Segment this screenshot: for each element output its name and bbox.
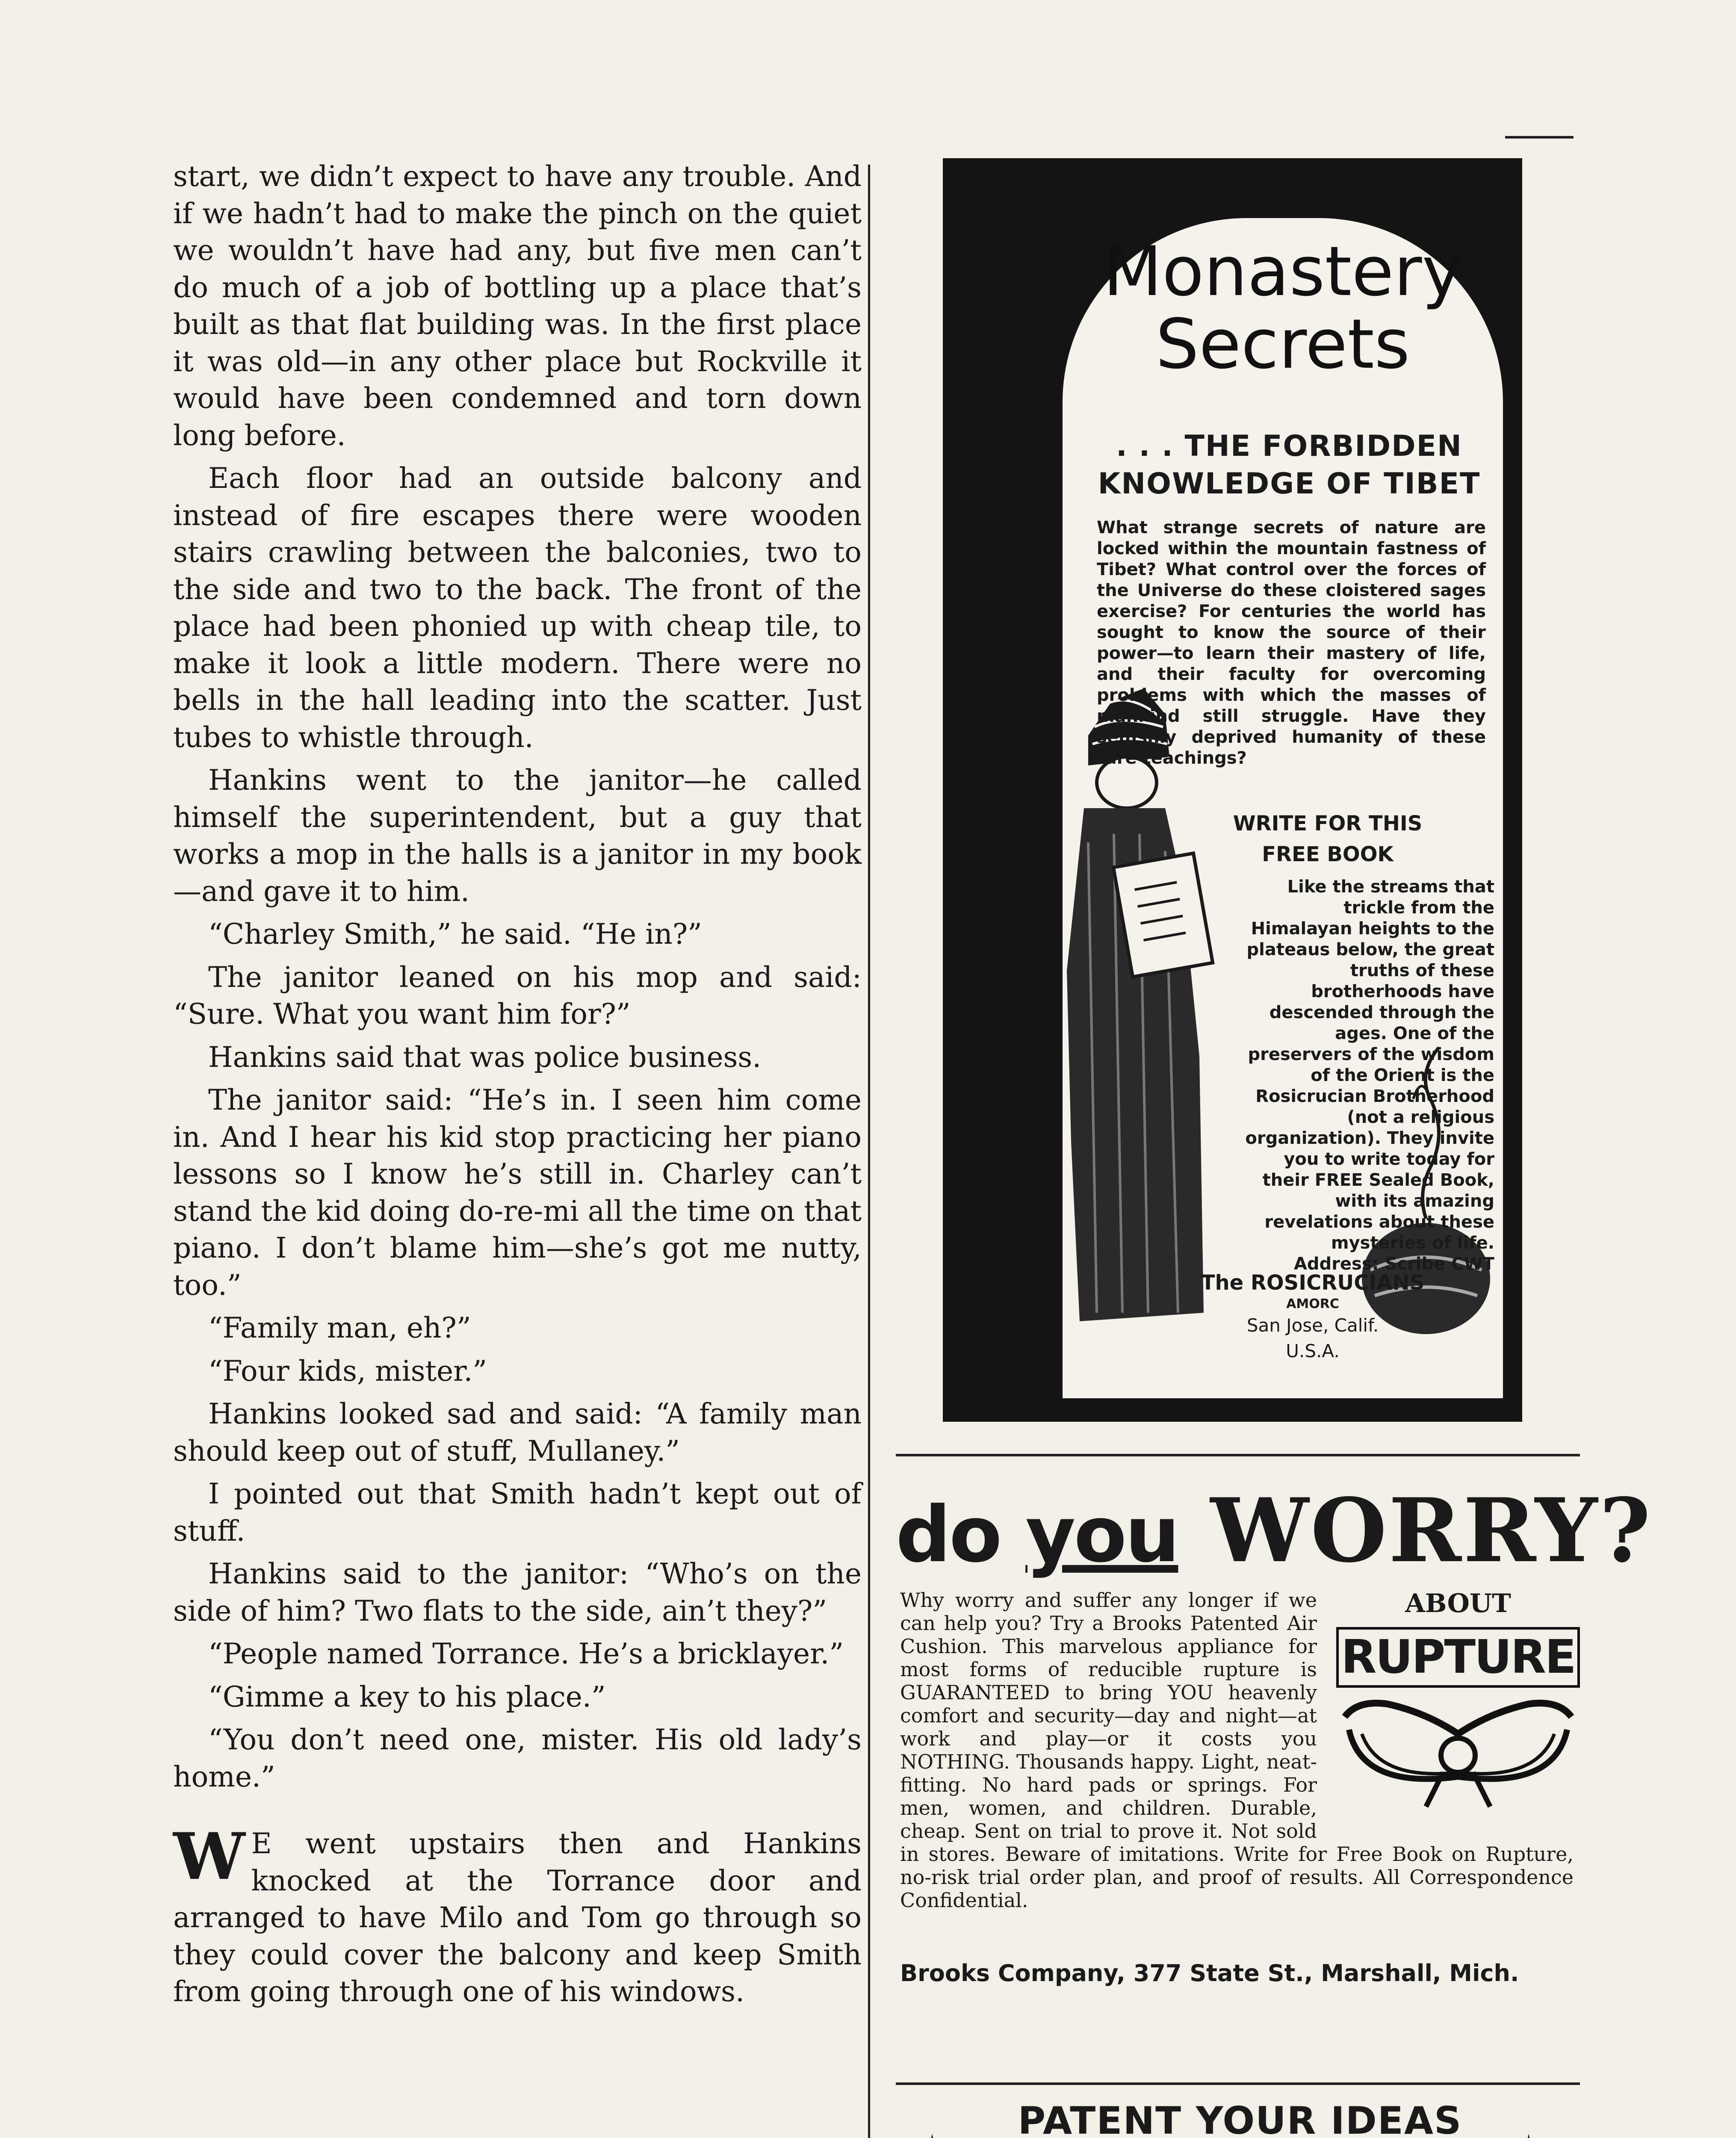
story-paragraph: Each floor had an outside balcony and instead of fire escapes there were wooden stairs crawling between the balconies, two to the side and two to the back. The front of the place had been phonied up with cheap tile, to make it look a little modern. There were no bells in the hall leading into the scatter. Just tubes to whistle through. [173, 462, 862, 754]
org-city: San Jose, Calif. [1246, 1315, 1379, 1336]
story-paragraph: “Charley Smith,” he said. “He in?” [208, 918, 702, 951]
rupture-body-text: Why worry and suffer any longer if we can help you? Try a Brooks Patented Air Cushion. This marvelous appliance for most forms of reducible rupture is GUARANTEED to bring YOU heavenly comfort and security—day and night—at work and play—or it costs you NOTHING. Thousands happy. Light, neat-fitting. No hard pads or springs. For men, women, and children. Durable, cheap. Sent on trial to prove it. Not sold in stores. Beware of imitations. Write for Free Book on Rupture, no-risk trial order plan, and proof of results. All Correspondence Confidential. [900, 1589, 1574, 1912]
ad-headline [1063, 231, 1503, 384]
monastery-secrets-ad [943, 158, 1522, 1422]
about-rupture-space [1330, 1589, 1574, 1819]
story-paragraph: “People named Torrance. He’s a bricklayer.” [208, 1637, 844, 1670]
story-paragraph: Hankins looked sad and said: “A family man should keep out of stuff, Mullaney.” [173, 1397, 862, 1468]
subhead-line-1: . . . THE FORBIDDEN [1116, 429, 1462, 463]
rupture-headline [896, 1479, 1653, 1582]
rupture-ad [896, 1479, 1653, 2074]
headline-line-2: Secrets [1155, 304, 1410, 384]
starburst-icon [1492, 2134, 1565, 2138]
write-line-1: WRITE FOR THIS [1233, 812, 1423, 836]
story-paragraph: Hankins said that was police business. [208, 1040, 762, 1074]
dropcap-paragraph-text: E went upstairs then and Hankins knocked at the Torrance door and arranged to have Milo and Tom go through so they could cover the balcony and keep Smith from going through one of his windows. [173, 1827, 862, 2008]
column-divider [868, 165, 870, 2138]
org-name: The ROSICRUCIANS [1201, 1271, 1425, 1295]
story-paragraph: “Four kids, mister.” [208, 1354, 487, 1388]
write-for-free-book [1225, 808, 1430, 870]
story-paragraph: start, we didn’t expect to have any trouble. And if we hadn’t had to make the pinch on the quiet we wouldn’t have had any, but five men can’t do much of a job of bottling up a place that’s built as that flat building was. In the first place it was old—in any other place but Rockville it would have been condemned and torn down long before. [173, 160, 862, 452]
ad-signature [1199, 1270, 1426, 1364]
story-paragraph: The janitor said: “He’s in. I seen him come in. And I hear his kid stop practicing her piano lessons so I know he’s still in. Charley can’t stand the kid doing do-re-mi all the time on that piano. I don’t blame him—she’s got me nutty, too.” [173, 1084, 862, 1302]
story-paragraph: Hankins said to the janitor: “Who’s on the side of him? Two flats to the side, ain’t they?” [173, 1557, 862, 1627]
headline-do: do [896, 1490, 1026, 1580]
org-country: U.S.A. [1286, 1341, 1340, 1361]
rupture-address: Brooks Company, 377 State St., Marshall, Mich. [900, 1960, 1519, 1987]
rupture-label: RUPTURE [1336, 1627, 1580, 1688]
subhead-line-2: KNOWLEDGE OF TIBET [1098, 467, 1481, 501]
story-dropcap-paragraph [173, 1819, 862, 2011]
about-label: ABOUT [1405, 1589, 1511, 1618]
story-paragraph: The janitor leaned on his mop and said: “Sure. What you want him for?” [173, 960, 862, 1031]
story-column [173, 158, 862, 2017]
story-paragraph: “You don’t need one, mister. His old lady’s home.” [173, 1723, 862, 1793]
story-paragraph: Hankins went to the janitor—he called himself the superintendent, but a guy that works a mop in the halls is a janitor in my book—and gave it to him. [173, 764, 862, 908]
story-paragraph: “Family man, eh?” [208, 1311, 471, 1344]
write-line-2: FREE BOOK [1262, 842, 1394, 866]
top-rule [1505, 136, 1574, 139]
ad-subhead [1084, 428, 1494, 503]
headline-line-1: Monastery [1103, 231, 1463, 311]
drop-cap: W [173, 1819, 245, 1894]
story-paragraph: I pointed out that Smith hadn’t kept out of stuff. [173, 1477, 862, 1547]
org-acronym: AMORC [1286, 1296, 1339, 1311]
ad-divider [896, 2082, 1580, 2085]
story-paragraph: “Gimme a key to his place.” [208, 1680, 606, 1713]
ad-body-offer: Like the streams that trickle from the Himalayan heights to the plateaus below, the great truths of these brotherhoods have descended through the ages. One of the preservers of the wisdom of the Orient is the Rosicrucian Brotherhood (not a religious organization). They invite you to write today for their FREE Sealed Book, with its amazing revelations about these mysteries of life. Address: Scribe CWT [1245, 877, 1494, 1274]
patent-title: PATENT YOUR IDEAS [1018, 2099, 1462, 2138]
rupture-body [900, 1589, 1574, 1912]
starburst-icon [896, 2134, 968, 2138]
ad-divider [896, 1454, 1580, 1456]
ad-body-intro: What strange secrets of nature are locked within the mountain fastness of Tibet? What control over the forces of the Universe do these cloistered sages exercise? For centuries the world has sought to know the source of their power—to learn their mastery of life, and their faculty for overcoming problems with which the masses of mankind still struggle. Have they selfishly deprived humanity of these rare teachings? [1097, 518, 1486, 768]
headline-worry: WORRY? [1178, 1479, 1653, 1582]
headline-you: you [1025, 1490, 1178, 1580]
